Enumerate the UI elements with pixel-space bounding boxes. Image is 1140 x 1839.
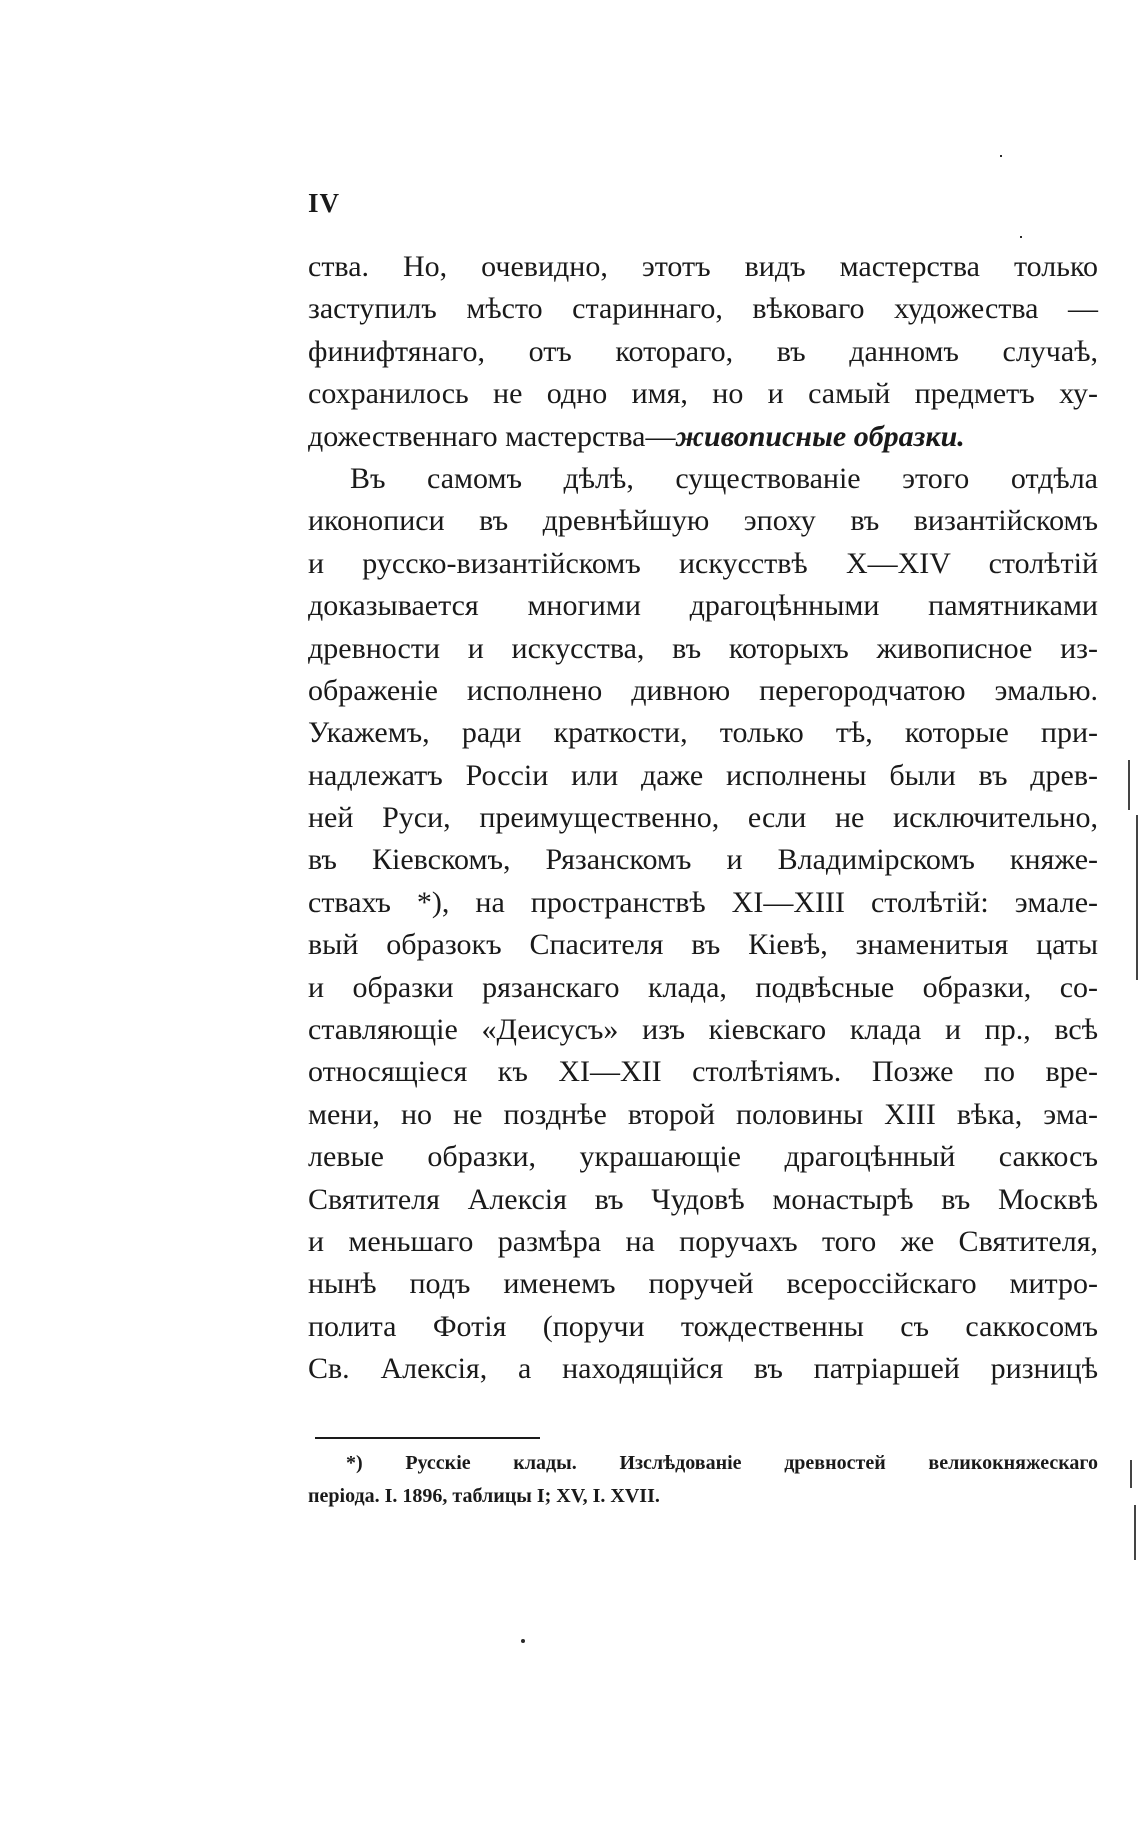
scan-speck [521,1639,525,1643]
text-line: и меньшаго размѣра на поручахъ того же Святителя, [308,1224,1098,1258]
text-line: древности и искусства, въ которыхъ живописное из- [308,631,1098,665]
footnote-line: *) Русскіе клады. Изслѣдованіе древностей великокняжескаго [346,1452,1098,1474]
text-line: ображеніе исполнено дивною перегородчатою эмалью. [308,673,1098,707]
main-text [308,246,1098,1391]
text-line: вый образокъ Спасителя въ Кіевѣ, знаменитыя цаты [308,928,1098,962]
scan-speck [1020,236,1022,238]
text-line: заступилъ мѣсто стариннаго, вѣковаго художества — [308,292,1098,326]
margin-mark [1130,1460,1132,1488]
text-line: левые образки, украшающіе драгоцѣнный саккосъ [308,1140,1098,1174]
text-run: дожественнаго мастерства— [308,419,676,453]
text-line: въ Кіевскомъ, Рязанскомъ и Владимірскомъ княже- [308,843,1098,877]
footnote-rule [315,1437,540,1439]
text-line: и русско-византійскомъ искусствѣ X—XIV столѣтій [308,546,1098,580]
paragraph-1 [308,246,1098,458]
text-line: иконописи въ древнѣйшую эпоху въ византійскомъ [308,504,1098,538]
text-line [308,416,1098,458]
margin-mark [1134,1505,1136,1560]
text-line: финифтянаго, отъ котораго, въ данномъ случаѣ, [308,334,1098,368]
page-number: IV [308,188,341,218]
margin-mark [1136,815,1138,980]
text-line: Св. Алексія, а находящійся въ патріаршей ризницѣ [308,1352,1098,1386]
text-line: надлежатъ Россіи или даже исполнены были въ древ- [308,758,1098,792]
text-line: относящіеся къ XI—XII столѣтіямъ. Позже по вре- [308,1055,1098,1089]
text-line: доказывается многими драгоцѣнными памятниками [308,589,1098,623]
text-line: Въ самомъ дѣлѣ, существованіе этого отдѣла [350,461,1098,495]
text-line: ней Руси, преимущественно, если не исключительно, [308,801,1098,835]
emphasized-text: живописные образки. [675,419,965,453]
text-line: ставляющіе «Деисусъ» изъ кіевскаго клада и пр., всѣ [308,1013,1098,1047]
text-line: полита Фотія (поручи тождественны съ саккосомъ [308,1309,1098,1343]
text-line: Святителя Алексія въ Чудовѣ монастырѣ въ Москвѣ [308,1182,1098,1216]
paragraph-2 [308,458,1098,1391]
text-line: сохранилось не одно имя, но и самый предметъ ху- [308,377,1098,411]
text-line: и образки рязанскаго клада, подвѣсные образки, со- [308,970,1098,1004]
text-line: нынѣ подъ именемъ поручей всероссійскаго митро- [308,1267,1098,1301]
text-line: ства. Но, очевидно, этотъ видъ мастерства только [308,250,1098,283]
footnote-line: періода. I. 1896, таблицы I; XV, I. XVII. [308,1485,660,1507]
scan-speck [1000,155,1002,157]
text-line: мени, но не позднѣе второй половины XIII вѣка, эма- [308,1097,1098,1131]
text-line: Укажемъ, ради краткости, только тѣ, которые при- [308,716,1098,750]
text-line: ствахъ *), на пространствѣ XI—XIII столѣтій: эмале- [308,885,1098,919]
margin-mark [1128,760,1130,810]
footnote [308,1447,1098,1513]
